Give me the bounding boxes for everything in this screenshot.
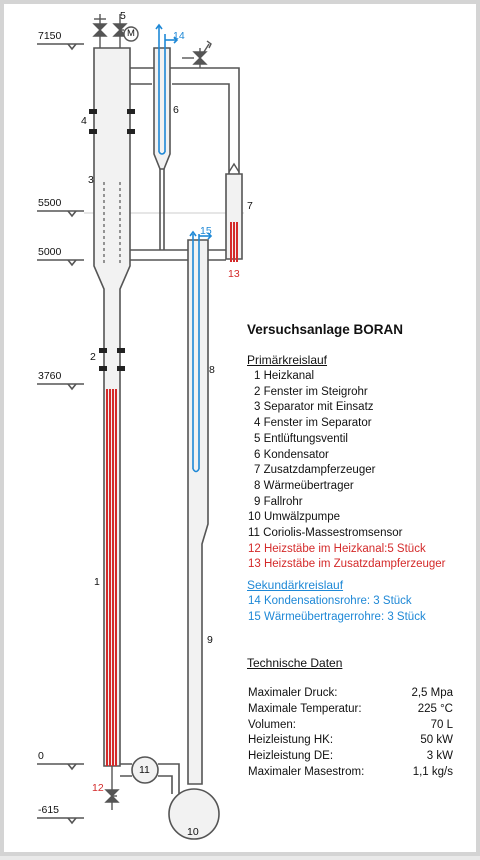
tech-row — [248, 686, 453, 702]
level-marker-5500 — [37, 211, 84, 216]
tech-label: Maximale Temperatur: — [248, 702, 362, 715]
list-item: 11 Coriolis-Massestromsensor — [248, 527, 403, 540]
level-marker-615 — [37, 818, 84, 823]
list-item: 5 Entlüftungsventil — [254, 432, 348, 445]
callout-10: 10 — [187, 826, 199, 838]
callout-12: 12 — [92, 782, 104, 794]
list-item: 4 Fenster im Separator — [254, 417, 372, 430]
callout-14: 14 — [173, 30, 185, 42]
level-marker-5000 — [37, 260, 84, 265]
level-5000: 5000 — [38, 246, 62, 258]
list-item: 3 Separator mit Einsatz — [254, 401, 374, 414]
callout-3: 3 — [88, 174, 94, 186]
diagram-title: Versuchsanlage BORAN — [247, 322, 404, 337]
tech-row — [248, 749, 453, 765]
list-item: 2 Fenster im Steigrohr — [254, 385, 368, 398]
tech-row — [248, 733, 453, 749]
level-5500: 5500 — [38, 197, 62, 209]
safety-valve — [182, 41, 211, 68]
tech-row — [248, 718, 453, 734]
callout-2: 2 — [90, 351, 96, 363]
level-marker-7150 — [37, 44, 84, 49]
callout-1: 1 — [94, 576, 100, 588]
tech-row — [248, 702, 453, 718]
tech-row — [248, 765, 453, 781]
tech-value: 50 kW — [420, 734, 453, 747]
callout-8: 8 — [209, 364, 215, 376]
tech-value: 1,1 kg/s — [412, 765, 453, 778]
callout-13: 13 — [228, 268, 240, 280]
tech-label: Heizleistung HK: — [248, 734, 334, 747]
tech-label: Maximaler Masestrom: — [248, 765, 365, 778]
level-marker-3760 — [37, 384, 84, 389]
callout-11: 11 — [139, 764, 150, 776]
list-item: 14 Kondensationsrohre: 3 Stück — [248, 595, 412, 607]
callout-15: 15 — [200, 225, 212, 237]
condenser — [154, 25, 177, 169]
tech-value: 3 kW — [426, 750, 453, 763]
list-item: 6 Kondensator — [254, 448, 329, 461]
tech-heading: Technische Daten — [247, 656, 343, 670]
tech-value: 2,5 Mpa — [411, 687, 453, 699]
secondary-list — [248, 594, 426, 625]
condensate-line — [160, 169, 164, 250]
list-item: 13 Heizstäbe im Zusatzdampferzeuger — [248, 558, 446, 571]
tech-label: Maximaler Druck: — [248, 687, 338, 699]
motor-label: M — [127, 28, 135, 39]
callout-4: 4 — [81, 115, 87, 127]
callout-5: 5 — [120, 10, 126, 22]
secondary-heading: Sekundärkreislauf — [247, 578, 344, 592]
level-minus-615: -615 — [38, 804, 60, 816]
primary-heading: Primärkreislauf — [247, 353, 328, 367]
callout-7: 7 — [247, 200, 253, 212]
list-item: 8 Wärmeübertrager — [254, 479, 354, 492]
drain-valve — [106, 766, 118, 810]
list-item: 7 Zusatzdampferzeuger — [254, 464, 376, 477]
level-3760: 3760 — [38, 370, 62, 382]
list-item: 1 Heizkanal — [254, 370, 315, 382]
steam-line — [130, 68, 239, 174]
level-7150: 7150 — [38, 30, 62, 42]
level-0: 0 — [38, 750, 44, 762]
primary-list — [248, 369, 446, 573]
connecting-lines — [130, 250, 226, 260]
list-item: 10 Umwälzpumpe — [248, 511, 341, 524]
list-item: 12 Heizstäbe im Heizkanal:5 Stück — [248, 542, 426, 555]
list-item: 9 Fallrohr — [254, 495, 303, 508]
tech-value: 225 °C — [417, 702, 453, 715]
tech-table — [248, 686, 453, 781]
callout-9: 9 — [207, 634, 213, 646]
tech-label: Volumen: — [248, 718, 296, 731]
list-item: 15 Wärmeübertragerrohre: 3 Stück — [248, 610, 426, 623]
callout-6: 6 — [173, 104, 179, 116]
tech-value: 70 L — [430, 718, 453, 731]
additional-steam-generator — [226, 164, 242, 262]
downcomer — [188, 240, 208, 784]
tech-label: Heizleistung DE: — [248, 750, 334, 763]
level-marker-0 — [37, 764, 84, 769]
